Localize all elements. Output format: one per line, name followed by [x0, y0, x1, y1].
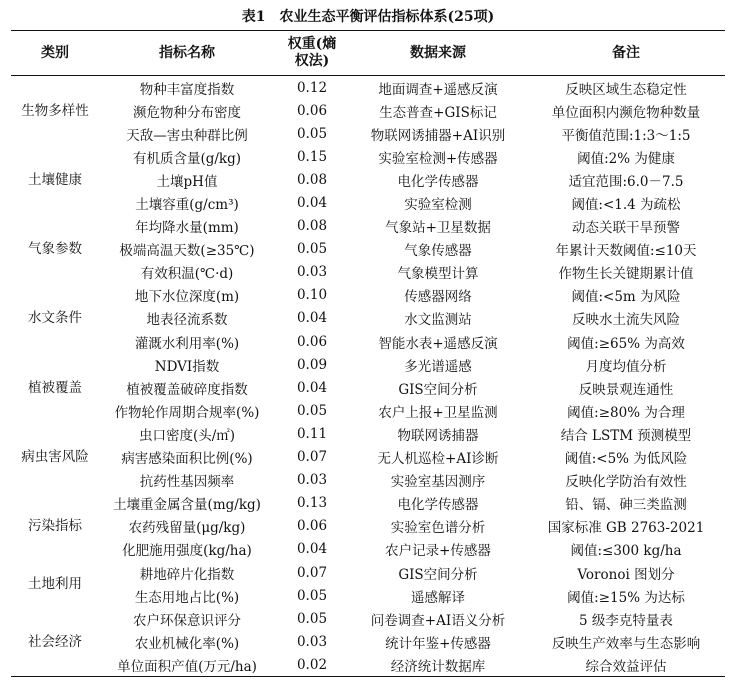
table-row	[11, 469, 725, 492]
note-cell: 阈值:≥65% 为高效	[567, 335, 685, 352]
note-cell: 作物生长关键期累计值	[558, 266, 694, 283]
category-cell	[11, 607, 99, 677]
indicator-table	[11, 30, 725, 677]
table-caption	[0, 6, 736, 26]
note-cell: 反映区域生态稳定性	[565, 81, 687, 98]
indicator-cell: 单位面积产值(万元/ha)	[117, 658, 257, 675]
table-row	[11, 261, 725, 284]
header-weight-label: 权重(熵权法)	[287, 36, 337, 69]
note-cell: 反映水土流失风险	[572, 312, 680, 329]
weight-cell: 0.05	[296, 610, 328, 627]
category-label: 土地利用	[28, 576, 82, 593]
weight-cell: 0.06	[296, 518, 328, 535]
indicator-cell: NDVI指数	[154, 358, 220, 375]
note-cell: 反映化学防治有效性	[565, 474, 687, 491]
note-cell: 阈值:≤300 kg/ha	[570, 543, 682, 560]
table-title: 农业生态平衡评估指标体系(25项)	[279, 9, 495, 25]
note-cell: 阈值:<5% 为低风险	[564, 451, 688, 468]
indicator-cell: 病害感染面积比例(%)	[121, 451, 253, 468]
table-row	[11, 515, 725, 538]
indicator-cell: 年均降水量(mm)	[135, 220, 239, 237]
category-label: 社会经济	[28, 633, 82, 650]
table-row	[11, 492, 725, 515]
indicator-cell: 抗药性基因频率	[139, 474, 235, 491]
header-weight	[275, 31, 349, 76]
source-cell: 物联网诱捕器	[397, 427, 479, 444]
source-cell: 气象模型计算	[397, 266, 479, 283]
weight-cell: 0.05	[296, 402, 328, 419]
table-row	[11, 76, 725, 100]
table-body	[11, 76, 725, 677]
indicator-cell: 物种丰富度指数	[139, 81, 235, 98]
weight-cell: 0.08	[296, 218, 328, 235]
indicator-cell: 虫口密度(头/㎡)	[138, 427, 236, 444]
source-cell: 电化学传感器	[397, 497, 479, 514]
source-cell: 传感器网络	[404, 289, 472, 306]
indicator-cell: 地表径流系数	[146, 312, 228, 329]
table-row	[11, 630, 725, 653]
indicator-cell: 土壤重金属含量(mg/kg)	[113, 497, 261, 514]
category-label: 植被覆盖	[28, 379, 82, 396]
table-row	[11, 215, 725, 238]
note-cell: 结合 LSTM 预测模型	[560, 427, 692, 444]
source-cell: 智能水表+遥感反演	[378, 335, 498, 352]
table-row	[11, 191, 725, 214]
category-label: 病虫害风险	[21, 449, 89, 466]
note-cell: 铅、镉、砷三类监测	[565, 497, 687, 514]
indicator-cell: 土壤容重(g/cm³)	[135, 197, 239, 214]
header-category: 类别	[11, 31, 99, 76]
table-row	[11, 122, 725, 145]
weight-cell: 0.08	[296, 171, 328, 188]
table-number: 表1	[241, 9, 266, 25]
table-row	[11, 99, 725, 122]
note-cell: 月度均值分析	[585, 358, 667, 375]
table-row	[11, 584, 725, 607]
indicator-cell: 地下水位深度(m)	[134, 289, 240, 306]
source-cell: 生态普查+GIS标记	[379, 104, 497, 121]
weight-cell: 0.12	[296, 79, 328, 96]
weight-cell: 0.15	[296, 148, 328, 165]
source-cell: 水文监测站	[404, 312, 472, 329]
weight-cell: 0.13	[296, 495, 328, 512]
category-cell	[11, 422, 99, 491]
indicator-cell: 化肥施用强度(kg/ha)	[122, 543, 252, 560]
table-row	[11, 561, 725, 584]
category-cell	[11, 561, 99, 607]
weight-cell: 0.07	[296, 449, 328, 466]
source-cell: 经济统计数据库	[390, 658, 486, 675]
weight-cell: 0.10	[296, 287, 328, 304]
table-row	[11, 238, 725, 261]
indicator-cell: 农业机械化率(%)	[134, 635, 240, 652]
indicator-cell: 农药残留量(μg/kg)	[128, 520, 246, 537]
header-source: 数据来源	[349, 31, 527, 76]
note-cell: 阈值:2% 为健康	[577, 150, 675, 167]
source-cell: 电化学传感器	[397, 173, 479, 190]
category-cell	[11, 145, 99, 214]
indicator-cell: 作物轮作周期合规率(%)	[114, 404, 260, 421]
note-cell: 阈值:<5m 为风险	[571, 289, 681, 306]
table-row	[11, 538, 725, 561]
note-cell: 平衡值范围:1:3～1:5	[561, 127, 691, 144]
table-row	[11, 399, 725, 422]
source-cell: 气象站+卫星数据	[385, 220, 491, 237]
category-label: 气象参数	[28, 241, 82, 258]
table-row	[11, 446, 725, 469]
table-row	[11, 653, 725, 677]
indicator-cell: 有机质含量(g/kg)	[132, 150, 242, 167]
weight-cell: 0.06	[296, 102, 328, 119]
indicator-cell: 农户环保意识评分	[133, 612, 241, 629]
weight-cell: 0.11	[296, 425, 328, 442]
weight-cell: 0.06	[296, 333, 328, 350]
table-row	[11, 376, 725, 399]
note-cell: 年累计天数阈值:≤10天	[555, 243, 697, 260]
source-cell: 物联网诱捕器+AI识别	[370, 127, 506, 144]
category-cell	[11, 76, 99, 146]
source-cell: 问卷调查+AI语义分析	[370, 612, 506, 629]
indicator-cell: 极端高温天数(≥35℃)	[119, 243, 255, 260]
source-cell: 实验室检测	[404, 197, 472, 214]
category-label: 水文条件	[28, 310, 82, 327]
table-row	[11, 168, 725, 191]
weight-cell: 0.03	[296, 472, 328, 489]
category-cell	[11, 492, 99, 561]
indicator-cell: 生态用地占比(%)	[134, 589, 240, 606]
weight-cell: 0.04	[296, 541, 328, 558]
table-row	[11, 145, 725, 168]
indicator-cell: 灌溉水利用率(%)	[134, 335, 240, 352]
table-row	[11, 607, 725, 630]
source-cell: 多光谱遥感	[404, 358, 472, 375]
table-header-row	[11, 31, 725, 76]
header-indicator: 指标名称	[99, 31, 275, 76]
source-cell: 统计年鉴+传感器	[385, 635, 491, 652]
table-row	[11, 353, 725, 376]
source-cell: 地面调查+遥感反演	[378, 81, 498, 98]
weight-cell: 0.05	[296, 125, 328, 142]
note-cell: 国家标准 GB 2763-2021	[547, 520, 705, 537]
source-cell: 实验室检测+传感器	[378, 150, 498, 167]
indicator-cell: 植被覆盖破碎度指数	[126, 381, 248, 398]
weight-cell: 0.09	[296, 356, 328, 373]
source-cell: 农户记录+传感器	[385, 543, 491, 560]
indicator-cell: 天敌—害虫种群比例	[126, 127, 248, 144]
note-cell: 5 级李克特量表	[579, 612, 673, 629]
note-cell: Voronoi 图划分	[577, 566, 675, 583]
note-cell: 综合效益评估	[585, 658, 667, 675]
note-cell: 阈值:<1.4 为疏松	[571, 197, 681, 214]
table-row	[11, 284, 725, 307]
weight-cell: 0.03	[296, 633, 328, 650]
note-cell: 反映生产效率与生态影响	[551, 635, 701, 652]
note-cell: 适宜范围:6.0－7.5	[568, 173, 684, 190]
note-cell: 阈值:≥80% 为合理	[567, 404, 685, 421]
category-cell	[11, 215, 99, 284]
category-cell	[11, 284, 99, 353]
weight-cell: 0.05	[296, 241, 328, 258]
indicator-cell: 濒危物种分布密度	[133, 104, 241, 121]
table-row	[11, 422, 725, 445]
category-label: 土壤健康	[28, 171, 82, 188]
weight-cell: 0.04	[296, 310, 328, 327]
source-cell: 农户上报+卫星监测	[378, 404, 498, 421]
category-label: 生物多样性	[21, 102, 89, 119]
header-note: 备注	[527, 31, 725, 76]
source-cell: 气象传感器	[404, 243, 472, 260]
indicator-cell: 耕地碎片化指数	[139, 566, 235, 583]
note-cell: 单位面积内濒危物种数量	[551, 104, 701, 121]
weight-cell: 0.03	[296, 264, 328, 281]
source-cell: GIS空间分析	[398, 381, 478, 398]
indicator-cell: 有效积温(℃·d)	[140, 266, 234, 283]
source-cell: 无人机巡检+AI诊断	[377, 451, 499, 468]
table-row	[11, 330, 725, 353]
indicator-cell: 土壤pH值	[156, 173, 218, 190]
weight-cell: 0.02	[296, 656, 328, 673]
source-cell: 实验室色谱分析	[390, 520, 486, 537]
note-cell: 反映景观连通性	[578, 381, 674, 398]
weight-cell: 0.04	[296, 195, 328, 212]
weight-cell: 0.05	[296, 587, 328, 604]
category-cell	[11, 353, 99, 422]
weight-cell: 0.07	[296, 564, 328, 581]
source-cell: 遥感解译	[411, 589, 465, 606]
note-cell: 阈值:≥15% 为达标	[567, 589, 685, 606]
source-cell: GIS空间分析	[398, 566, 478, 583]
table-row	[11, 307, 725, 330]
weight-cell: 0.04	[296, 379, 328, 396]
note-cell: 动态关联干旱预警	[572, 220, 680, 237]
source-cell: 实验室基因测序	[390, 474, 486, 491]
category-label: 污染指标	[28, 518, 82, 535]
